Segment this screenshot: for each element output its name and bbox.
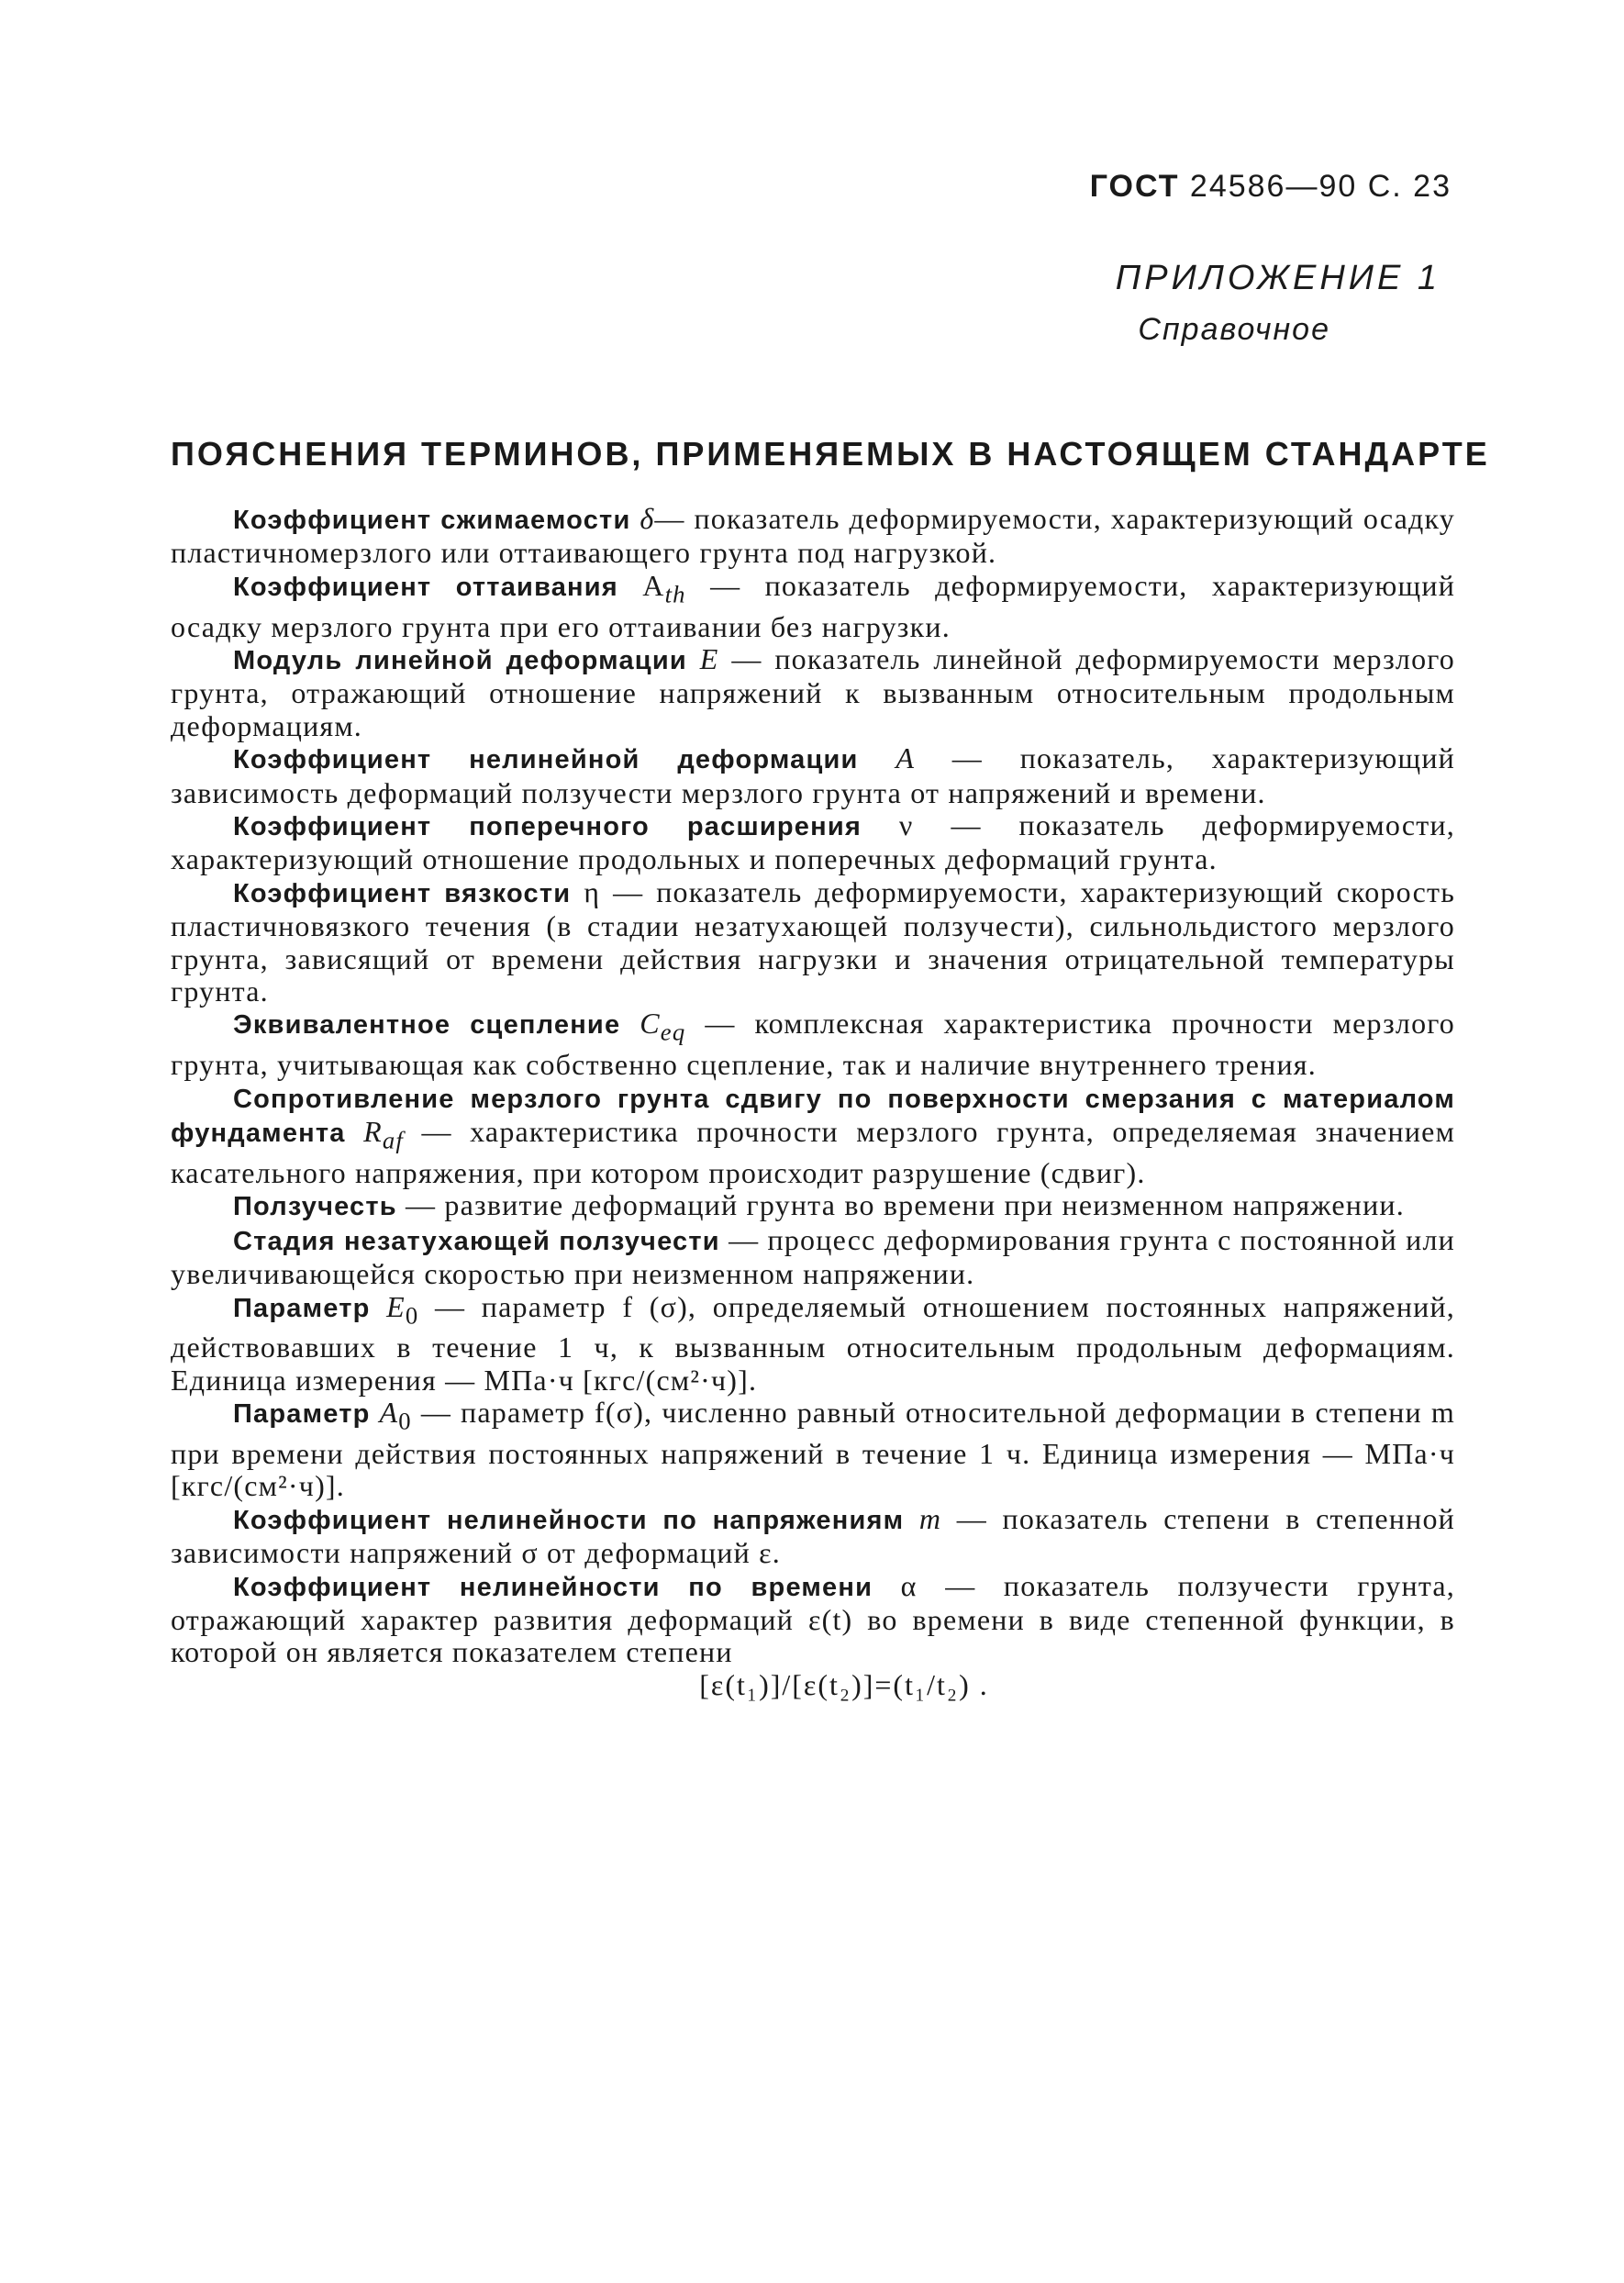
term-name: Ползучесть — [233, 1192, 397, 1222]
term-name: Параметр — [233, 1399, 371, 1430]
term-name: Коэффициент нелинейной деформации — [233, 745, 859, 775]
term-symbol: α — [900, 1568, 918, 1602]
term-symbol-subscript: af — [382, 1126, 404, 1154]
term-definition: — показатель деформируемости, характеризующий осадку пластичномерзлого или оттаивающего грунта под нагрузкой. — [171, 502, 1455, 570]
page-number: 24586—90 С. 23 — [1189, 169, 1452, 204]
document-title: ПОЯСНЕНИЯ ТЕРМИНОВ, ПРИМЕНЯЕМЫХ В НАСТОЯЩЕМ СТАНДАРТЕ — [171, 435, 1490, 473]
term-symbol-subscript: 0 — [398, 1407, 412, 1435]
term-paragraph — [171, 876, 1455, 1008]
term-definition: — комплексная характеристика прочности мерзлого грунта, учитывающая как собственно сцепление, так и наличие внутреннего трения. — [171, 1007, 1456, 1082]
term-paragraph — [171, 809, 1455, 876]
term-definition: — показатель деформируемости, характеризующий отношение продольных и поперечных деформаций грунта. — [171, 808, 1455, 876]
term-name: Коэффициент нелинейности по напряжениям — [233, 1505, 905, 1535]
term-definition: — процесс деформирования грунта с постоянной или увеличивающейся скоростью при неизменном напряжении. — [171, 1222, 1456, 1291]
term-paragraph — [171, 1008, 1455, 1081]
standard-code: ГОСТ — [1089, 169, 1180, 204]
term-definition: — показатель степени в степенной зависимости напряжений σ от деформаций ε. — [171, 1501, 1455, 1570]
term-symbol: m — [918, 1501, 942, 1535]
term-symbol: E — [699, 642, 719, 676]
term-definition: — развитие деформаций грунта во времени при неизменном напряжении. — [406, 1188, 1405, 1222]
term-symbol-subscript: th — [664, 580, 686, 608]
term-symbol: R — [363, 1115, 383, 1149]
term-definition: — показатель, характеризующий зависимость деформаций ползучести мерзлого грунта от напряжений и времени. — [171, 741, 1455, 809]
term-symbol-subscript: eq — [660, 1018, 686, 1046]
term-paragraph — [171, 503, 1455, 570]
appendix-label — [1116, 253, 1440, 356]
term-paragraph — [171, 1397, 1455, 1503]
term-symbol: C — [640, 1007, 661, 1041]
term-paragraph — [171, 570, 1455, 643]
term-paragraph — [171, 1291, 1455, 1398]
term-name: Коэффициент сжимаемости — [233, 506, 631, 535]
term-symbol: E — [386, 1289, 406, 1323]
term-paragraph — [171, 742, 1455, 809]
appendix-subtitle: Справочное — [1138, 312, 1330, 347]
term-name: Параметр — [233, 1293, 371, 1323]
term-definition: — параметр f (σ), определяемый отношением постоянных напряжений, действовавших в течение 1 ч, к вызванным относительным продольным деформациям. Единица измерения — МПа·ч [кгс/(см²·ч)]. — [171, 1289, 1456, 1397]
term-paragraph — [171, 1570, 1455, 1669]
page-header — [1090, 169, 1452, 205]
term-name: Модуль линейной деформации — [233, 646, 687, 676]
appendix-title: ПРИЛОЖЕНИЕ 1 — [1115, 259, 1440, 297]
term-paragraph — [171, 1224, 1455, 1291]
term-paragraph — [171, 1503, 1455, 1570]
term-definition: — характеристика прочности мерзлого грунта, определяемая значением касательного напряжения, при котором происходит разрушение (сдвиг). — [171, 1115, 1456, 1189]
formula: [ε(t₁)]/[ε(t₂)]=(t₁/t₂) . — [699, 1667, 989, 1701]
term-definition: — показатель деформируемости, характеризующий скорость пластичновязкого течения (в стадии незатухающей ползучести), сильнольдистого мерзлого грунта, зависящий от времени действия нагрузки и значения отрицательной температуры грунта. — [171, 874, 1456, 1008]
term-paragraph — [171, 643, 1455, 742]
term-symbol: A — [379, 1396, 399, 1430]
term-definition: — показатель ползучести грунта, отражающий характер развития деформаций ε(t) во времени в виде степенной функции, в которой он является показателем степени — [171, 1568, 1456, 1669]
term-symbol: η — [584, 874, 601, 908]
term-name: Коэффициент нелинейности по времени — [233, 1572, 873, 1602]
term-symbol: A — [895, 741, 916, 775]
term-symbol: ν — [898, 808, 914, 842]
term-paragraph — [171, 1189, 1455, 1223]
term-definition: — показатель деформируемости, характеризующий осадку мерзлого грунта при его оттаивании без нагрузки. — [171, 568, 1456, 643]
term-symbol: A — [642, 568, 665, 602]
term-definition: — параметр f(σ), численно равный относительной деформации в степени m при времени действия постоянных напряжений в течение 1 ч. Единица измерения — МПа·ч [кгс/(см²·ч)]. — [171, 1396, 1455, 1503]
term-paragraph — [171, 1082, 1455, 1190]
term-symbol-subscript: 0 — [405, 1300, 419, 1329]
term-name: Эквивалентное сцепление — [233, 1010, 621, 1041]
term-name: Коэффициент поперечного расширения — [233, 812, 862, 842]
term-name: Сопротивление мерзлого грунта сдвигу по поверхности смерзания с материалом фундамента — [171, 1084, 1455, 1149]
term-name: Коэффициент оттаивания — [233, 572, 618, 602]
term-definition: — показатель линейной деформируемости мерзлого грунта, отражающий отношение напряжений к вызванным относительным продольным деформациям. — [171, 642, 1456, 742]
term-symbol: δ — [640, 502, 655, 535]
term-name: Стадия незатухающей ползучести — [233, 1226, 720, 1256]
terms-list — [171, 503, 1455, 1701]
term-name: Коэффициент вязкости — [233, 878, 572, 908]
